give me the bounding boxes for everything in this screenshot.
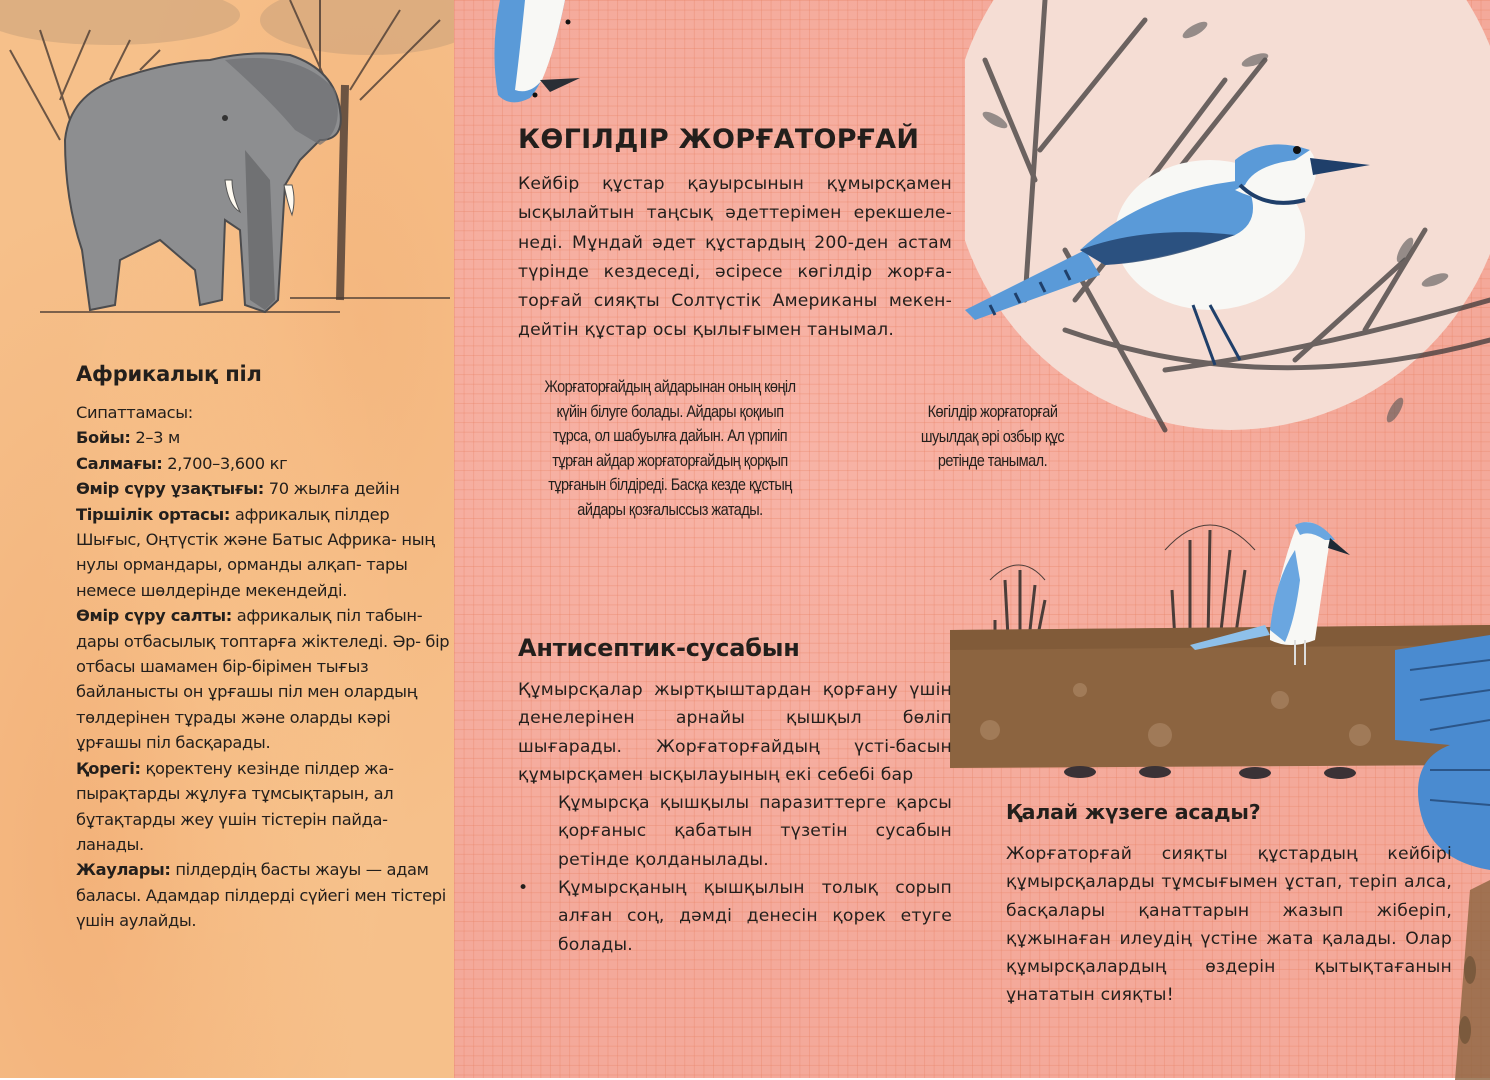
fact-diet	[76, 756, 452, 858]
elephant-icon	[65, 53, 341, 312]
fact-label: Жаулары:	[76, 860, 171, 880]
elephant-facts	[76, 400, 452, 934]
fact-label: Салмағы:	[76, 453, 163, 473]
elephant-title: Африкалық піл	[76, 362, 262, 386]
bullet-text: Құмырсқаның қышқылын толық сорып алған соң, дәмді денесін қорек етуге болады.	[558, 878, 952, 955]
fact-value: 2,700–3,600 кг	[162, 453, 288, 473]
antiseptic-body	[518, 676, 952, 959]
fact-height	[76, 425, 452, 450]
fact-label: Тіршілік ортасы:	[76, 504, 230, 524]
intro-paragraph: Кейбір құстар қауырсынын құмырсқамен ысқылайтын таңсық әдеттерімен ерекшеле- неді. Мұндай әдет құстардың 200-ден астам түрінде кездеседі, әсіресе көгілдір жорға- торғай сияқты Солтүстік Американы мекен- дейтін құстар осы қылығымен танымал.	[518, 174, 952, 341]
fact-label: Қорегі:	[76, 758, 141, 778]
fact-label: Бойы:	[76, 428, 131, 448]
fact-weight	[76, 451, 452, 476]
antiseptic-title: Антисептик-сусабын	[518, 634, 800, 662]
fact-lifespan	[76, 476, 452, 501]
how-body: Жорғаторғай сияқты құстардың кейбірі құмырсқаларды тұмсығымен ұстап, теріп алса, басқалары қанаттарын жазып жіберіп, құжынаған илеудің үстіне жата қалады. Олар құмырсқалардың өздерін қытықтағанын ұнататын сияқты!	[1006, 844, 1452, 1006]
fact-enemies	[76, 857, 452, 933]
page-title: КӨГІЛДІР ЖОРҒАТОРҒАЙ	[518, 124, 920, 155]
blue-jay-branch-circle-illustration	[965, 0, 1490, 440]
description-label: Сипаттамасы:	[76, 403, 193, 422]
crest-caption: Жорғаторғайдың айдарынан оның көңіл күйін білуге болады. Айдары қоқиып тұрса, ол шабуылға дайын. Ал үрпиіп тұрған айдар жорғаторғайдың қорқып тұрғанын білдіреді. Басқа кезде құстың айдары қозғалыссыз жатады.	[544, 378, 796, 519]
bullet-text: Құмырсқа қышқылы паразиттерге қарсы қорғаныс қабатын түзетін сусабын ретінде қолданылады.	[558, 793, 952, 870]
fact-habitat	[76, 502, 452, 604]
how-title: Қалай жүзеге асады?	[1006, 800, 1261, 824]
bird-caption: Көгілдір жорғаторғай шуылдақ әрі озбыр құс ретінде танымал.	[920, 403, 1065, 471]
fact-value: африкалық піл табын- дары отбасылық топтарға жіктеледі. Әр- бір отбасы шамамен бір-бірімен тығыз байланысты он ұрғашы піл мен олардың төлдерінен тұрады және оларды кәрі ұрғашы піл басқарады.	[76, 606, 450, 753]
blue-jay-icon	[494, 0, 580, 102]
bullet-dot-icon: •	[518, 878, 529, 899]
fact-value: африкалық пілдер Шығыс, Оңтүстік және Батыс Африка- ның нулы ормандары, орманды алқап- тары немесе шөлдерінде мекендейді.	[76, 504, 435, 600]
elephant-page	[0, 0, 454, 1078]
fact-value: пілдердің басты жауы — адам баласы. Адамдар пілдерді сүйегі мен тістері үшін аулайды.	[76, 860, 446, 931]
bullet-item	[518, 874, 952, 959]
fact-value: 70 жылға дейін	[263, 479, 400, 499]
antiseptic-intro	[518, 676, 952, 789]
acacia-tree-icon	[0, 0, 454, 55]
fact-lifestyle	[76, 603, 452, 755]
fact-value: 2–3 м	[130, 428, 180, 448]
fact-value: қоректену кезінде пілдер жа- пырақтарды жұлуға тұмсықтарын, ал бұтақтарды жеу үшін тістерін пайда- ланады.	[76, 758, 394, 854]
fact-label: Өмір сүру салты:	[76, 606, 232, 626]
upside-down-blue-jay-illustration	[480, 0, 580, 110]
antiseptic-intro-text: Құмырсқалар жыртқыштардан қорғану үшін денелерінен арнайы қышқыл бөліп шығарады. Жорғаторғайдың үсті-басын құмырсқамен ысқылауының екі себебі бар	[518, 680, 952, 785]
fact-label: Өмір сүру ұзақтығы:	[76, 479, 264, 499]
elephant-illustration	[0, 0, 454, 320]
bullet-item	[518, 789, 952, 874]
antiseptic-bullets	[518, 789, 952, 959]
